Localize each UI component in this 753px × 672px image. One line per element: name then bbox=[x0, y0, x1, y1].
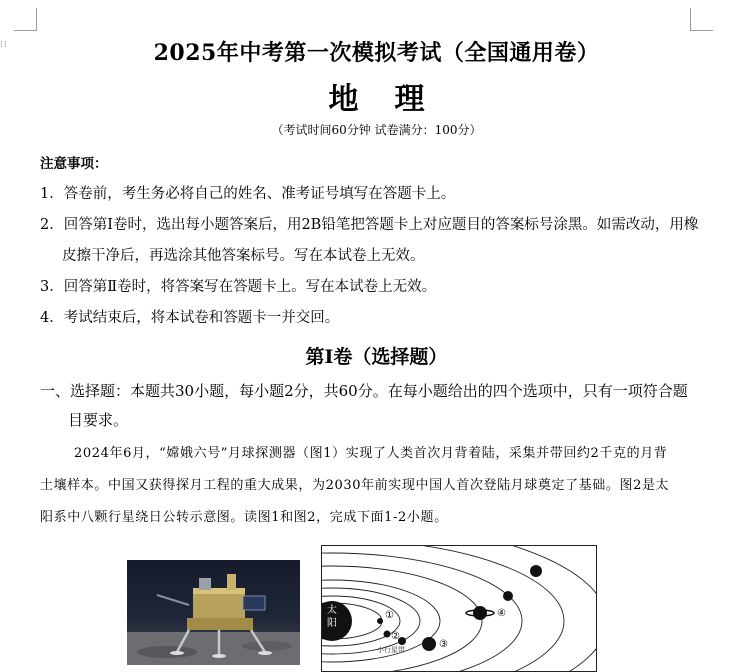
notice-item-3: 3．回答第Ⅱ卷时，将答案写在答题卡上。写在本试卷上无效。 bbox=[40, 279, 437, 295]
sun-label bbox=[325, 604, 339, 630]
exam-info: （考试时间60分钟 试卷满分：100分） bbox=[271, 123, 482, 137]
page-corner-mark-top-left bbox=[14, 8, 37, 31]
notice-item-4: 4．考试结束后，将本试卷和答题卡一并交回。 bbox=[40, 310, 340, 326]
sun-label-char-1: 太 bbox=[327, 605, 337, 616]
notice-item-2: 2．回答第Ⅰ卷时，选出每小题答案后，用2B铅笔把答题卡上对应题目的答案标号涂黑。如需改动，用橡 bbox=[40, 217, 699, 233]
planet-label-1: ① bbox=[385, 610, 394, 621]
passage-line-1: 2024年6月，“嫦娥六号”月球探测器（图1）实现了人类首次月背着陆，采集并带回约2千克的月背 bbox=[74, 446, 668, 461]
exam-title: 2025年中考第一次模拟考试（全国通用卷） bbox=[153, 40, 600, 66]
sun-label-char-2: 阳 bbox=[327, 618, 337, 629]
drag-handle-icon[interactable]: ⁝⁝ bbox=[0, 40, 8, 50]
page-corner-mark-top-right bbox=[690, 8, 713, 31]
figure-2-solar-system-diagram bbox=[321, 545, 597, 672]
notice-heading: 注意事项： bbox=[40, 156, 108, 172]
passage-line-3: 阳系中八颗行星绕日公转示意图。读图1和图2，完成下面1-2小题。 bbox=[40, 510, 448, 525]
planet-label-4: ④ bbox=[497, 608, 506, 619]
planet-label-2: ② bbox=[391, 631, 400, 642]
subject-title: 地理 bbox=[328, 82, 461, 117]
question-heading: 一、选择题：本题共30小题，每小题2分，共60分。在每小题给出的四个选项中，只有一项符合题 bbox=[40, 382, 688, 400]
notice-item-2-continued: 皮擦干净后，再选涂其他答案标号。写在本试卷上无效。 bbox=[62, 248, 425, 264]
notice-item-1: 1．答卷前，考生务必将自己的姓名、准考证号填写在答题卡上。 bbox=[40, 186, 456, 202]
figure-1-lunar-probe-photo bbox=[127, 560, 300, 665]
section-title: 第Ⅰ卷（选择题） bbox=[305, 346, 448, 368]
planet-label-3: ③ bbox=[439, 639, 448, 650]
passage-line-2: 土壤样本。中国又获得探月工程的重大成果，为2030年前实现中国人首次登陆月球奠定了基础。图2是太 bbox=[40, 478, 670, 493]
asteroid-belt-label: 小行星带 bbox=[377, 646, 405, 654]
question-heading-continued: 目要求。 bbox=[68, 411, 129, 429]
